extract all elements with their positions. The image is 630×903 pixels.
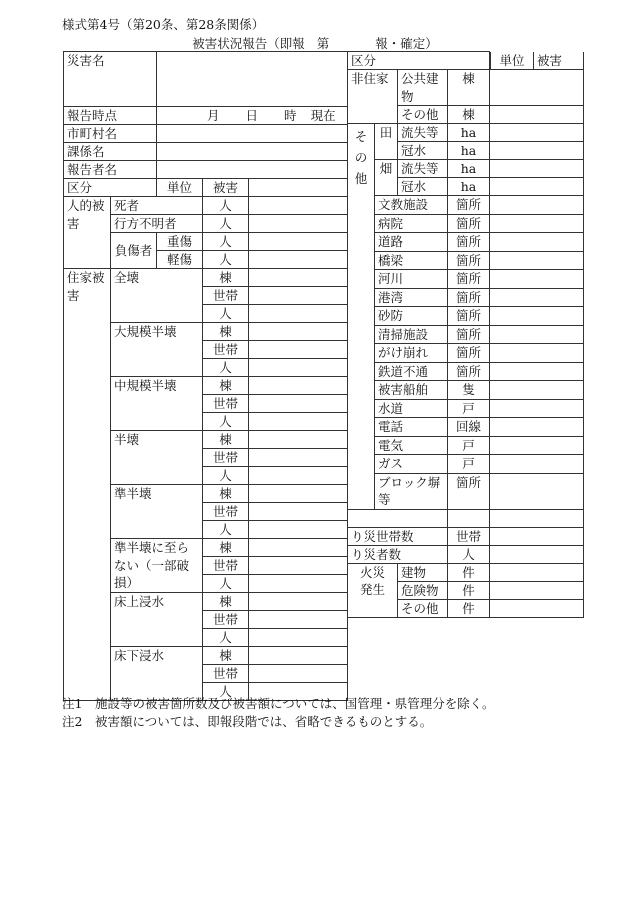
r-label-other-bldg: その他: [398, 106, 448, 124]
r-field-facility[interactable]: [490, 344, 584, 363]
form-number: 様式第4号（第20条、第28条関係）: [62, 17, 265, 32]
r-label-flooded: 冠水: [398, 142, 448, 160]
field-house-value[interactable]: [249, 575, 348, 593]
r-field-facility[interactable]: [490, 270, 584, 289]
unit-mune: 棟: [203, 593, 249, 611]
r-unit-facility: 箇所: [448, 288, 490, 307]
unit-nin: 人: [203, 413, 249, 431]
field-house-value[interactable]: [249, 629, 348, 647]
unit-setai: 世帯: [203, 611, 249, 629]
r-label-facility: 電話: [375, 418, 448, 437]
r-field-affected-people[interactable]: [490, 545, 584, 563]
r-unit-people: 人: [448, 545, 490, 563]
r-label-nonresidential: 非住家: [348, 70, 398, 124]
r-field-facility[interactable]: [490, 362, 584, 381]
r-field-facility[interactable]: [490, 196, 584, 215]
r-label-facility: 道路: [375, 233, 448, 252]
field-municipality[interactable]: [157, 125, 348, 143]
r-field-facility[interactable]: [490, 473, 584, 509]
r-field-facility[interactable]: [490, 288, 584, 307]
r-unit-facility: 箇所: [448, 214, 490, 233]
label-house-damage: 住家被害: [64, 269, 111, 701]
r-header-unit: 単位: [490, 52, 533, 69]
r-unit-ha: ha: [448, 124, 490, 142]
field-house-value[interactable]: [249, 503, 348, 521]
r-field-facility[interactable]: [490, 436, 584, 455]
field-house-value[interactable]: [249, 665, 348, 683]
field-house-value[interactable]: [249, 557, 348, 575]
r-unit-facility: 戸: [448, 436, 490, 455]
field-house-value[interactable]: [249, 611, 348, 629]
field-house-value[interactable]: [249, 485, 348, 503]
field-house-value[interactable]: [249, 449, 348, 467]
field-serious[interactable]: [249, 233, 348, 251]
field-report-time[interactable]: 月 日 時 現在: [157, 107, 348, 125]
r-unit-facility: 隻: [448, 381, 490, 400]
r-field-facility[interactable]: [490, 307, 584, 326]
label-house-type: 床下浸水: [111, 647, 203, 701]
r-field-facility[interactable]: [490, 214, 584, 233]
unit-mune: 棟: [203, 539, 249, 557]
field-house-value[interactable]: [249, 413, 348, 431]
r-unit-facility: 回線: [448, 418, 490, 437]
field-house-value[interactable]: [249, 431, 348, 449]
r-label-flooded: 冠水: [398, 178, 448, 196]
r-unit-facility: 戸: [448, 399, 490, 418]
r-unit-facility: 箇所: [448, 473, 490, 509]
r-label-public-bldg: 公共建物: [398, 70, 448, 106]
r-label-facility: 橋梁: [375, 251, 448, 270]
field-missing[interactable]: [249, 215, 348, 233]
r-label-fire-type: 危険物: [398, 581, 448, 599]
field-house-value[interactable]: [249, 395, 348, 413]
r-field-fire[interactable]: [490, 563, 584, 581]
r-label-facility: 電気: [375, 436, 448, 455]
r-label-field: 畑: [375, 160, 398, 196]
r-unit-ha: ha: [448, 142, 490, 160]
unit-nin: 人: [203, 683, 249, 701]
r-label-facility: ガス: [375, 455, 448, 474]
label-reporter: 報告者名: [64, 161, 157, 179]
label-section: 課係名: [64, 143, 157, 161]
unit-nin: 人: [203, 305, 249, 323]
field-house-value[interactable]: [249, 305, 348, 323]
label-report-time: 報告時点: [64, 107, 157, 125]
unit-setai: 世帯: [203, 503, 249, 521]
label-house-type: 準半壊: [111, 485, 203, 539]
header-damage: 被害: [203, 179, 249, 197]
r-label-facility: 被害船舶: [375, 381, 448, 400]
r-label-other-vertical: その他: [348, 124, 375, 510]
r-unit-facility: 箇所: [448, 307, 490, 326]
r-field-public-bldg[interactable]: [490, 70, 584, 106]
r-label-facility: 水道: [375, 399, 448, 418]
label-house-type: 大規模半壊: [111, 323, 203, 377]
field-disaster-name[interactable]: [157, 52, 348, 107]
label-missing: 行方不明者: [111, 215, 203, 233]
r-unit-bldg: 棟: [448, 106, 490, 124]
label-house-type: 中規模半壊: [111, 377, 203, 431]
label-dead: 死者: [111, 197, 203, 215]
label-municipality: 市町村名: [64, 125, 157, 143]
r-unit-fire: 件: [448, 581, 490, 599]
r-field-paddy-washout[interactable]: [490, 124, 584, 142]
r-unit-facility: 箇所: [448, 196, 490, 215]
r-label-fire-type: その他: [398, 599, 448, 617]
r-label-facility: がけ崩れ: [375, 344, 448, 363]
unit-mune: 棟: [203, 485, 249, 503]
r-field-facility[interactable]: [490, 251, 584, 270]
r-header-damage: 被害: [533, 52, 584, 69]
label-house-type: 準半壊に至らない（一部破損）: [111, 539, 203, 593]
r-label-washout: 流失等: [398, 160, 448, 178]
field-house-value[interactable]: [249, 521, 348, 539]
unit-setai: 世帯: [203, 449, 249, 467]
field-house-value[interactable]: [249, 467, 348, 485]
label-injured: 負傷者: [111, 233, 157, 269]
r-blank: [448, 509, 490, 527]
label-house-type: 半壊: [111, 431, 203, 485]
r-field-fire[interactable]: [490, 581, 584, 599]
unit-setai: 世帯: [203, 395, 249, 413]
r-unit-facility: 戸: [448, 455, 490, 474]
right-table: [347, 51, 584, 618]
field-reporter[interactable]: [157, 161, 348, 179]
r-unit-ha: ha: [448, 160, 490, 178]
unit-mune: 棟: [203, 377, 249, 395]
r-label-facility: 病院: [375, 214, 448, 233]
form-title: 被害状況報告（即報 第 報・確定）: [192, 36, 438, 51]
label-house-type: 床上浸水: [111, 593, 203, 647]
field-section[interactable]: [157, 143, 348, 161]
r-blank[interactable]: [490, 509, 584, 527]
r-field-facility[interactable]: [490, 418, 584, 437]
r-unit-facility: 箇所: [448, 344, 490, 363]
unit-nin: 人: [203, 629, 249, 647]
unit-nin: 人: [203, 521, 249, 539]
unit-mune: 棟: [203, 269, 249, 287]
label-serious: 重傷: [157, 233, 203, 251]
unit-mune: 棟: [203, 647, 249, 665]
r-unit-facility: 箇所: [448, 251, 490, 270]
header-category: 区分: [64, 179, 157, 197]
header-unit: 単位: [157, 179, 203, 197]
r-field-other-bldg[interactable]: [490, 106, 584, 124]
r-unit-ha: ha: [448, 178, 490, 196]
field-minor[interactable]: [249, 251, 348, 269]
field-house-value[interactable]: [249, 593, 348, 611]
r-label-facility: 清掃施設: [375, 325, 448, 344]
r-unit-fire: 件: [448, 599, 490, 617]
r-field-fire[interactable]: [490, 599, 584, 617]
unit-mune: 棟: [203, 323, 249, 341]
field-house-value[interactable]: [249, 287, 348, 305]
note-2: 注2 被害額については、即報段階では、省略できるものとする。: [62, 714, 433, 729]
unit-setai: 世帯: [203, 287, 249, 305]
r-unit-households: 世帯: [448, 527, 490, 545]
r-label-paddy: 田: [375, 124, 398, 160]
r-label-washout: 流失等: [398, 124, 448, 142]
unit-nin: 人: [203, 467, 249, 485]
r-label-affected-households: り災世帯数: [348, 527, 448, 545]
field-house-value[interactable]: [249, 341, 348, 359]
r-unit-facility: 箇所: [448, 233, 490, 252]
field-house-value[interactable]: [249, 377, 348, 395]
field-house-value[interactable]: [249, 647, 348, 665]
unit-setai: 世帯: [203, 341, 249, 359]
field-house-value[interactable]: [249, 359, 348, 377]
r-label-fire: 火災発生: [348, 563, 398, 617]
r-field-facility[interactable]: [490, 233, 584, 252]
r-label-fire-type: 建物: [398, 563, 448, 581]
label-human-damage: 人的被害: [64, 197, 111, 269]
r-label-facility: ブロック塀等: [375, 473, 448, 509]
r-blank: [348, 509, 448, 527]
r-unit-facility: 箇所: [448, 362, 490, 381]
unit-nin: 人: [203, 359, 249, 377]
unit-nin: 人: [203, 575, 249, 593]
r-field-facility[interactable]: [490, 399, 584, 418]
unit-setai: 世帯: [203, 665, 249, 683]
r-label-facility: 鉄道不通: [375, 362, 448, 381]
r-field-facility[interactable]: [490, 381, 584, 400]
left-table: 災害名 報告時点 月 日 時 現在 市町村名 課係名 報告者名 区分 単位 被害 人的被害 死者 人 行方不明者 人 負傷者 重傷 人 軽傷 人 住家被害 全壊 棟 世帯 人 大規模半壊 棟 世帯 人 中規模半壊 棟 世帯 人 半壊 棟 世帯 人 準半壊 棟 世帯 人 準半壊に至らない（一部破損） 棟 世帯 人 床上浸水 棟 世帯 人 床下浸水 棟 世帯 人: [63, 51, 348, 701]
r-field-affected-households[interactable]: [490, 527, 584, 545]
r-unit-facility: 箇所: [448, 325, 490, 344]
unit-setai: 世帯: [203, 557, 249, 575]
label-house-type: 全壊: [111, 269, 203, 323]
r-label-facility: 砂防: [375, 307, 448, 326]
field-house-value[interactable]: [249, 539, 348, 557]
r-field-field-washout[interactable]: [490, 160, 584, 178]
r-label-facility: 港湾: [375, 288, 448, 307]
note-1: 注1 施設等の被害箇所数及び被害額については、国管理・県管理分を除く。: [62, 696, 495, 711]
r-field-facility[interactable]: [490, 455, 584, 474]
r-header-category: 区分: [348, 52, 490, 70]
field-house-value[interactable]: [249, 323, 348, 341]
r-unit-fire: 件: [448, 563, 490, 581]
r-label-facility: 文教施設: [375, 196, 448, 215]
r-unit-facility: 箇所: [448, 270, 490, 289]
label-disaster-name: 災害名: [64, 52, 157, 107]
unit-mune: 棟: [203, 431, 249, 449]
r-field-facility[interactable]: [490, 325, 584, 344]
field-dead[interactable]: [249, 197, 348, 215]
r-field-field-flooded[interactable]: [490, 178, 584, 196]
r-label-facility: 河川: [375, 270, 448, 289]
r-label-affected-people: り災者数: [348, 545, 448, 563]
r-unit-bldg: 棟: [448, 70, 490, 106]
label-minor: 軽傷: [157, 251, 203, 269]
r-field-paddy-flooded[interactable]: [490, 142, 584, 160]
field-house-value[interactable]: [249, 269, 348, 287]
unit-dead: 人: [203, 197, 249, 215]
